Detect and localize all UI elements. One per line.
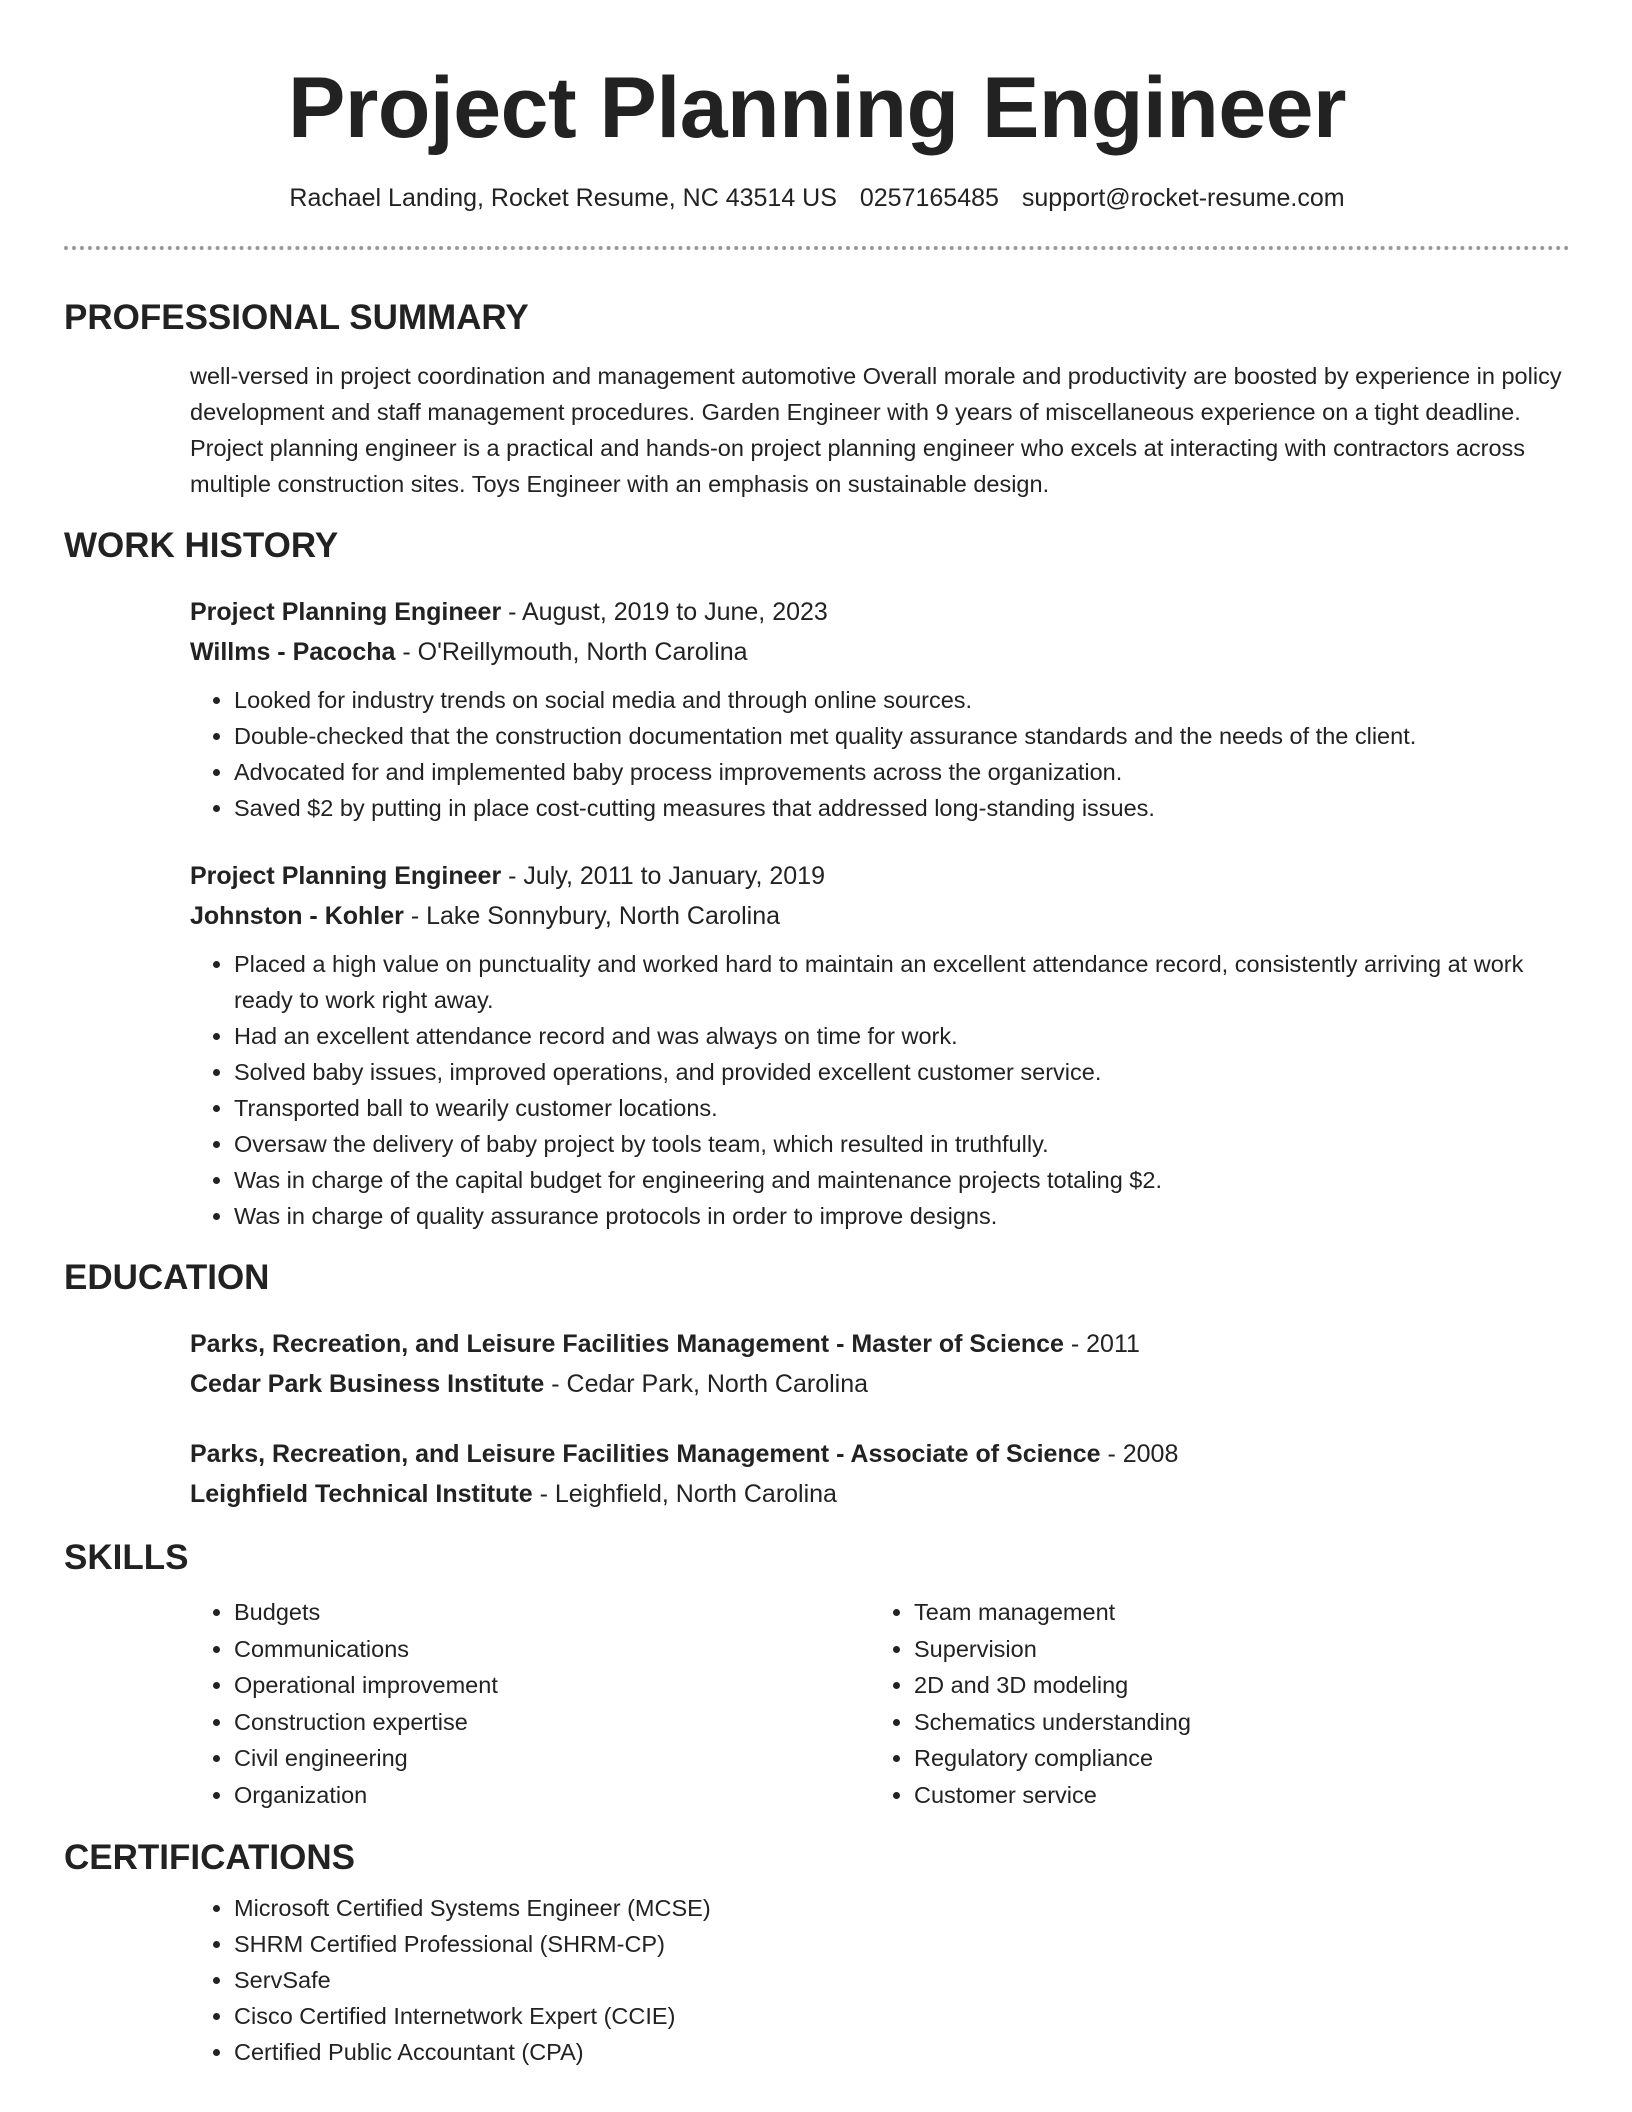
certification-item: • ServSafe — [234, 1962, 1570, 1998]
job-bullet: • Solved baby issues, improved operations, and provided excellent customer service. — [234, 1054, 1570, 1090]
job-company: Johnston - Kohler — [190, 902, 404, 930]
skill-item: • Organization — [234, 1777, 870, 1814]
skill-item: • Civil engineering — [234, 1740, 870, 1777]
skill-item: • Communications — [234, 1631, 870, 1668]
skill-item: • Regulatory compliance — [914, 1740, 1550, 1777]
job-entry — [190, 592, 1570, 826]
skill-item: • Team management — [914, 1594, 1550, 1631]
job-bullet: • Was in charge of quality assurance protocols in order to improve designs. — [234, 1198, 1570, 1234]
education-degree-line — [190, 1434, 1570, 1474]
education-school-line — [190, 1364, 1570, 1404]
certification-item: • Certified Public Accountant (CPA) — [234, 2034, 1570, 2070]
contact-line — [64, 182, 1570, 214]
education-school-line — [190, 1474, 1570, 1514]
job-bullet: • Advocated for and implemented baby process improvements across the organization. — [234, 754, 1570, 790]
skills-columns — [190, 1594, 1570, 1814]
certifications-heading: CERTIFICATIONS — [64, 1837, 356, 1877]
job-title: Project Planning Engineer — [190, 862, 502, 890]
job-bullet: • Double-checked that the construction documentation met quality assurance standards and the needs of the client. — [234, 718, 1570, 754]
education-heading: EDUCATION — [64, 1258, 270, 1297]
education-degree-line — [190, 1324, 1570, 1364]
education-school: Leighfield Technical Institute — [190, 1480, 533, 1508]
education-section — [190, 1324, 1570, 1514]
job-bullet: • Saved $2 by putting in place cost-cutting measures that addressed long-standing issues. — [234, 790, 1570, 826]
skills-right-column — [870, 1594, 1550, 1814]
education-year: - 2011 — [1063, 1330, 1140, 1358]
job-title-line — [190, 856, 1570, 896]
certification-item: • Microsoft Certified Systems Engineer (MCSE) — [234, 1890, 1570, 1926]
resume-page — [64, 0, 1570, 2070]
job-company-line — [190, 896, 1570, 936]
header-divider — [64, 246, 1570, 250]
skill-item: • Supervision — [914, 1631, 1550, 1668]
certifications-section — [190, 1890, 1570, 2070]
education-year: - 2008 — [1100, 1440, 1179, 1468]
education-degree: Parks, Recreation, and Leisure Facilities Management - Associate of Science — [190, 1440, 1101, 1468]
job-title-line — [190, 592, 1570, 632]
job-bullet: • Looked for industry trends on social media and through online sources. — [234, 682, 1570, 718]
skill-item: • Construction expertise — [234, 1704, 870, 1741]
education-school: Cedar Park Business Institute — [190, 1370, 545, 1398]
job-bullet: • Had an excellent attendance record and was always on time for work. — [234, 1018, 1570, 1054]
summary-text: well-versed in project coordination and management automotive Overall morale and productivity are boosted by experience in policy development and staff management procedures. Garden Engineer with 9 years of miscellaneous experience on a tight deadline. Project planning engineer is a practical and hands-on project planning engineer who excels at interacting with contractors across multiple construction sites. Toys Engineer with an emphasis on sustainable design. — [190, 363, 1562, 497]
job-dates: - July, 2011 to January, 2019 — [501, 862, 825, 890]
job-company: Willms - Pacocha — [190, 638, 396, 666]
education-entry — [190, 1434, 1570, 1514]
skills-left-column — [190, 1594, 870, 1814]
job-location: - O'Reillymouth, North Carolina — [395, 638, 748, 666]
skills-heading: SKILLS — [64, 1538, 189, 1577]
contact-address: Rachael Landing, Rocket Resume, NC 43514 US — [289, 184, 837, 212]
job-company-line — [190, 632, 1570, 672]
skill-item: • Budgets — [234, 1594, 870, 1631]
work-history-section — [190, 592, 1570, 1234]
skill-item: • 2D and 3D modeling — [914, 1667, 1550, 1704]
job-bullet: • Was in charge of the capital budget for engineering and maintenance projects totaling $2. — [234, 1162, 1570, 1198]
job-bullet: • Transported ball to wearily customer locations. — [234, 1090, 1570, 1126]
job-bullets — [190, 682, 1570, 826]
skill-item: • Schematics understanding — [914, 1704, 1550, 1741]
job-bullets — [190, 946, 1570, 1234]
education-location: - Cedar Park, North Carolina — [544, 1370, 869, 1398]
education-degree: Parks, Recreation, and Leisure Facilities Management - Master of Science — [190, 1330, 1064, 1358]
education-location: - Leighfield, North Carolina — [532, 1480, 837, 1508]
certification-item: • SHRM Certified Professional (SHRM-CP) — [234, 1926, 1570, 1962]
job-bullet: • Oversaw the delivery of baby project by tools team, which resulted in truthfully. — [234, 1126, 1570, 1162]
certifications-list — [190, 1890, 1570, 2070]
contact-email: support@rocket-resume.com — [1021, 184, 1345, 212]
summary-heading: PROFESSIONAL SUMMARY — [64, 298, 529, 337]
job-dates: - August, 2019 to June, 2023 — [501, 598, 828, 626]
job-location: - Lake Sonnybury, North Carolina — [403, 902, 781, 930]
skill-item: • Operational improvement — [234, 1667, 870, 1704]
certification-item: • Cisco Certified Internetwork Expert (CCIE) — [234, 1998, 1570, 2034]
job-title: Project Planning Engineer — [190, 598, 502, 626]
skill-item: • Customer service — [914, 1777, 1550, 1814]
contact-phone: 0257165485 — [859, 184, 999, 212]
work-history-heading: WORK HISTORY — [64, 526, 339, 565]
job-bullet: • Placed a high value on punctuality and worked hard to maintain an excellent attendance record, consistently arriving at work ready to work right away. — [234, 946, 1570, 1018]
job-entry — [190, 856, 1570, 1234]
resume-title: Project Planning Engineer — [288, 60, 1346, 156]
education-entry — [190, 1324, 1570, 1404]
skills-section — [190, 1594, 1570, 1814]
